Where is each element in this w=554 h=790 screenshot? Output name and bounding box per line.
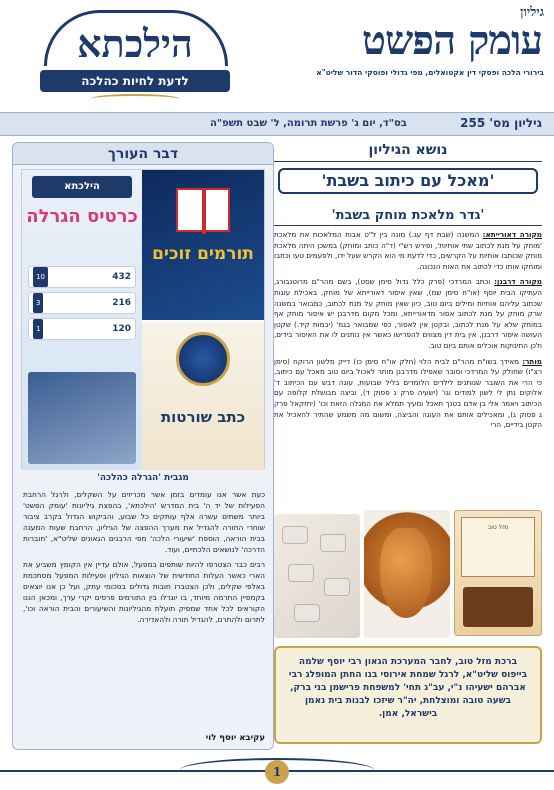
ticket-price-list <box>28 266 136 344</box>
newsletter-subtitle: בירורי הלכה ופסקי דין אקטואלים, מפי גדולי ופוסקי הדור שליט"א <box>316 68 544 77</box>
mazal-tov-box: ברכת מזל טוב, לחבר המערכת הגאון רבי יוסף שלמה בייפוס שליט"א, לרגל שמחת אירוסי בנו החתן המופלג רבי אברהם ישעיהו נ"י, עב"ג תחי' למשפחת פרישמן בני ברק, בשעה טובה ומוצלחת, יה"ר שיזכו לבנות בית נאמן בישראל, אמן. <box>274 646 542 744</box>
photo-sign: מזל טוב <box>461 517 535 577</box>
issue-word: גיליון <box>520 5 544 20</box>
article-subtitle: 'גדר מלאכת מוחק בשבת' <box>274 208 542 226</box>
ticket-price: 432 <box>112 272 131 282</box>
article-paragraph <box>274 277 542 351</box>
section-label: נושא הגיליון <box>274 142 542 162</box>
donors-title: תורמים זוכים <box>152 244 254 264</box>
newsletter-title: עומק הפשט <box>361 17 542 64</box>
hilchata-logo <box>20 10 250 104</box>
donors-panel <box>142 170 264 320</box>
paragraph-lead: מקורה דרבנן: <box>494 277 542 287</box>
book-title: כתב שורטות <box>160 408 246 426</box>
editor-signature: עקיבא יוסף לוי <box>205 733 265 743</box>
ad-caption: מגבית 'הגרלה כהלכה' <box>97 473 189 483</box>
ticket-price: 120 <box>112 324 131 334</box>
chocolate-bar <box>463 587 533 627</box>
wrapped-candies-photo <box>274 514 360 638</box>
ad-logo: הילכתא <box>32 176 132 198</box>
ad-title: כרטיס הגרלה <box>26 206 138 227</box>
ticket-row <box>28 318 136 340</box>
issue-number: גיליון מס' 255 <box>460 116 542 130</box>
issue-info-bar <box>0 112 554 136</box>
masthead-title-block <box>254 0 554 110</box>
candy-bag <box>294 604 320 622</box>
ticket-count: 1 <box>33 319 43 339</box>
editor-paragraph: רבים כבר הצטרפו להיות שותפים במפעל, אולם עדיין אין הקומץ משביע את הארי כאשר העלות החודשית של הוצאות הגיליון ופעילות המפעל מסתכמת באלפי שקלים, ולכן הצטברו חובות גדולים בסכומי עתק, ועל כן אנו יוצאים בקמפיין התרמה מיוחד, בו יוגרלו בין התורמים פרסים יקרי ערך, ומכאן הננו הקוראים לכל אחד שמפיק תועלת מהגיליונות והשיעורים והבית הוראה וכו', לתרום ולהתרם, להגדיל תורה ולהאדירה. <box>23 560 265 624</box>
editor-header: דבר העורך <box>13 143 273 165</box>
chocolate-sign-photo <box>454 510 542 636</box>
gift-box-icon <box>176 188 230 232</box>
book-panel <box>142 322 264 470</box>
open-book-icon <box>90 94 180 104</box>
topic-title: 'מאכל עם כיתוב בשבת' <box>278 168 538 194</box>
photo-strip <box>274 506 542 640</box>
editor-paragraph: כעת אשר אנו עומדים בזמן אשר מכריזים על השקלים, ולרגל הרחבת הפעילות של יד ה' בית המדרש 'הילכתא', בהפצת גיליונות 'עומק הפשט' ביותר משתים עשרה אלף עותקים כל שבוע, והביקוש הגדול בקרב ציבור שוחרי התורה להגדיל את מערך ההפצה של הגיליון, הרחבת שעות המענה בבית הוראה, הוספת 'שיעורי הלכה' מפי הרבנים הגאונים שליט"א, 'חוברות הדרכה' לנושאים הלכתיים, ועוד. <box>23 490 265 554</box>
logo-tagline: לדעת לחיות כהלכה <box>40 70 230 92</box>
challah-bread <box>380 528 432 618</box>
paragraph-text: מאידך בשו"ת מהר"ם לבית הלוי (חלק או"ח סימן כו) דייק מלשון הרוקח (סימן רצ"ו) שחולק על המרדכי וסובר שאפילו מדרבנן מותר לאכול ביום טוב מאכל עם כיתוב, כי הרי את השובר שנותנים לילדים הלומדים בליל שבועות, עוגה דבש עם הכיתוב ד' אלוקים נתן לי לשון למודים וגו' (ישעיה פרק נ פסוק ד), וביצה מבושלת קלופה עם הכיתוב ויאמר אלי בן אדם בטנך תאכל ומעיך תמלא את המגלה הזאת וכו' (יחזקאל פרק ג פסוק ג), ומאכילים אותם את העוגה והביצה, ומשום מה משמע שהתיר להאכיל את הקטן בידיים, הרי <box>274 356 542 430</box>
editor-column <box>12 142 274 750</box>
paragraph-text: המשנה (שבת דף עג.) מונה בין ל"ט אבות המלאכות את מלאכת 'מוחק על מנת לכתוב שתי אותיות', ופירש רש"י (ד"ה כותב ומוחק) במשכן היתה מלאכת מוחק שכותבו אותיות על הקרשים, כדי לדעת מי הוא הקרש שעל ידו, ולפעמים טעו וכתבו ומוחקו אותו כדי לכתוב את האות הנכונה. <box>274 230 542 271</box>
article-paragraph <box>274 230 542 272</box>
page-footer <box>0 756 554 790</box>
candy-bag <box>324 578 350 596</box>
issue-date: בס"ד, יום ג' פרשת תרומה, ל' שבט תשפ"ה <box>210 118 407 129</box>
article-body <box>274 230 542 436</box>
page-number: 1 <box>265 760 289 784</box>
candy-bag <box>320 534 346 552</box>
challah-photo <box>364 510 450 638</box>
masthead <box>0 0 554 110</box>
ticket-row <box>28 292 136 314</box>
ticket-price: 216 <box>112 298 131 308</box>
logo-title: הילכתא <box>77 21 193 66</box>
paragraph-text: וכתב המרדכי (פרק כלל גדול סימן שסט), בשם מהר"ם מרוטנבורג, העתיקו הבית יוסף (או"ח סימן שמ), שאין איסור דאורייתא של מוחק, באכילת עוגות שכתוב עליהם אותיות ומילים ביום טוב, כיון שאין מוחק על מנת לכתוב, כמבואר במשנה שרק מוחק על מנת לכתוב אסור מדאורייתא, ומכל מקום מדרבנן יש איסור מוחק אף במוחק שלא על מנת לכתוב, ובקטן אין לאסור, כפי שמבואר בגמ' (יבמות קיד.) שקטן העושה איסור דרבנן, אין בית דין מצווים להפרישו כאשר אין נותנים לו את האיסור בידים, ולכן התינוקות אוכלים אותם ביום טוב. <box>274 277 542 350</box>
prizes-collage <box>28 372 136 464</box>
raffle-ad <box>21 169 265 469</box>
paragraph-lead: מקורה דאורייתא: <box>482 230 543 239</box>
ticket-count: 10 <box>33 267 48 287</box>
editor-text <box>23 489 265 629</box>
ticket-count: 3 <box>33 293 43 313</box>
ticket-row <box>28 266 136 288</box>
seal-emblem <box>176 332 230 386</box>
paragraph-lead: מותר: <box>522 356 542 366</box>
candy-bag <box>288 564 314 582</box>
ad-right-panels <box>142 170 264 470</box>
raffle-ticket-panel <box>22 170 142 470</box>
candy-bag <box>282 526 308 544</box>
article-paragraph <box>274 357 542 431</box>
